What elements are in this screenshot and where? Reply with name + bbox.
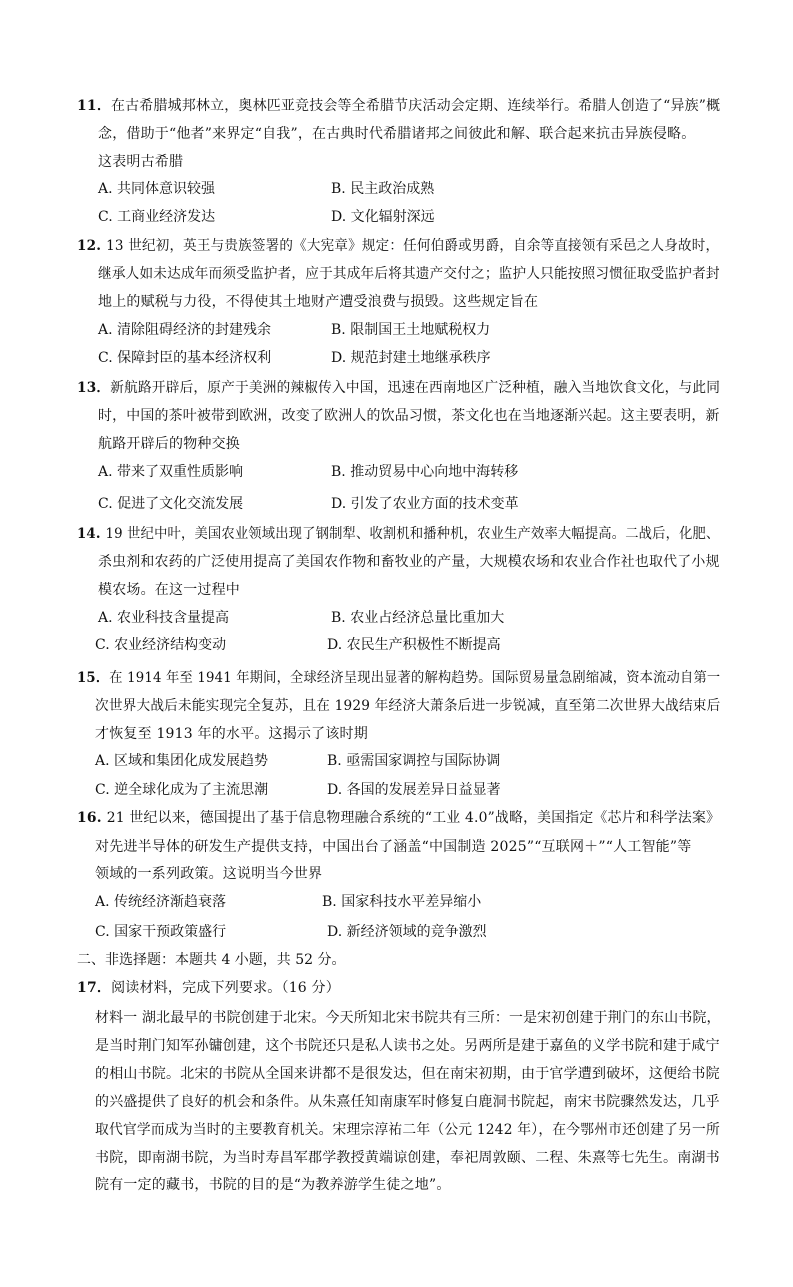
option-d[interactable]: D. 引发了农业方面的技术变革 [331,496,519,512]
material-line: 的兴盛提供了良好的机会和条件。从朱熹任知南康军时修复白鹿洞书院起，南宋书院骤然发达，几乎 [95,1094,720,1110]
option-d[interactable]: D. 各国的发展差异日益显著 [327,782,501,798]
question-text-line: 才恢复至 1913 年的水平。这揭示了该时期 [95,726,368,742]
option-a[interactable]: A. 农业科技含量提高 [98,610,230,626]
question-line-text: 13 世纪初，英王与贵族签署的《大宪章》规定：任何伯爵或男爵，自余等直接领有采邑之人身故时， [106,238,720,254]
option-c[interactable]: C. 保障封臣的基本经济权利 [98,350,272,366]
question-text-line: 念，借助于“他者”来界定“自我”，在古典时代希腊诸邦之间彼此和解、联合起来抗击异族侵略。 [98,126,696,142]
question-text-line [77,524,719,544]
question-text-line: 领域的一系列政策。这说明当今世界 [95,866,323,882]
question-line-text: 新航路开辟后，原产于美洲的辣椒传入中国，迅速在西南地区广泛种植，融入当地饮食文化，与此同 [110,380,721,396]
question-number: 12. [77,238,107,254]
option-c[interactable]: C. 国家干预政策盛行 [95,924,227,940]
question-text-line: 继承人如未达成年而须受监护者，应于其成年后将其遗产交付之；监护人只能按照习惯征取受监护者封 [98,266,720,282]
question-number: 13． [77,380,111,396]
question-text-line: 这表明古希腊 [98,154,184,170]
question-text-line [77,96,720,116]
option-b[interactable]: B. 农业占经济总量比重加大 [331,610,505,626]
question-text-line [77,236,719,256]
option-a[interactable]: A. 区域和集团化成发展趋势 [95,753,269,769]
question-number: 17． [77,980,112,996]
material-line: 的相山书院。北宋的书院从全国来讲都不是很发达，但在南宋初期，由于官学遭到破坏，这便给书院 [95,1066,720,1082]
material-line: 材料一 湖北最早的书院创建于北宋。今天所知北宋书院共有三所：一是宋初创建于荆门的东山书院， [95,1010,721,1026]
material-line: 院有一定的藏书，书院的目的是“为教养游学生徒之地”。 [95,1177,451,1193]
question-text-line: 地上的赋税与力役，不得使其土地财产遭受浪费与损毁。这些规定旨在 [98,294,539,310]
option-a[interactable]: A. 清除阻碍经济的封建残余 [98,322,272,338]
option-c[interactable]: C. 逆全球化成为了主流思潮 [95,782,269,798]
option-b[interactable]: B. 限制国王土地赋税权力 [331,322,491,338]
question-number: 11． [77,98,111,114]
option-a[interactable]: A. 共同体意识较强 [98,181,216,197]
question-text-line [77,668,720,688]
question-line-text: 在 1914 年至 1941 年期间，全球经济呈现出显著的解构趋势。国际贸易量急剧缩减，资本流动自第一 [109,670,721,686]
option-b[interactable]: B. 推动贸易中心向地中海转移 [331,464,519,480]
material-line: 书院，即南湖书院，为当时寿昌军郡学教授黄端谅创建，奉祀周敦颐、二程、朱熹等七先生。南湖书 [95,1150,720,1166]
option-b[interactable]: B. 亟需国家调控与国际协调 [327,753,501,769]
option-a[interactable]: A. 传统经济渐趋衰落 [95,894,227,910]
question-text-line [77,978,340,998]
question-number: 15． [77,670,110,686]
question-number: 16. [77,810,107,826]
question-text-line [77,378,720,398]
option-d[interactable]: D. 新经济领域的竞争激烈 [327,924,487,940]
question-line-text: 21 世纪以来，德国提出了基于信息物理融合系统的“工业 4.0”战略，美国指定《芯片和科学法案》 [106,810,721,826]
question-prompt: 阅读材料，完成下列要求。（16 分） [111,980,340,996]
option-d[interactable]: D. 规范封建土地继承秩序 [331,350,491,366]
material-line: 取代官学而成为当时的主要教育机关。宋理宗淳祐二年（公元 1242 年），在今鄂州市还创建了另一所 [95,1122,720,1138]
option-d[interactable]: D. 文化辐射深远 [331,209,435,225]
section-header: 二、非选择题：本题共 4 小题，共 52 分。 [77,952,346,968]
option-c[interactable]: C. 工商业经济发达 [98,209,216,225]
option-d[interactable]: D. 农民生产积极性不断提高 [327,637,501,653]
material-line: 是当时荆门知军孙镛创建，这个书院还只是私人读书之处。另两所是建于嘉鱼的义学书院和建于咸宁 [95,1038,720,1054]
question-text-line: 模农场。在这一过程中 [98,582,240,598]
question-text-line: 航路开辟后的物种交换 [98,436,240,452]
option-c[interactable]: C. 农业经济结构变动 [95,637,227,653]
question-line-text: 19 世纪中叶，美国农业领域出现了钢制犁、收割机和播种机，农业生产效率大幅提高。二战后，化肥、 [105,526,720,542]
option-c[interactable]: C. 促进了文化交流发展 [98,496,244,512]
question-text-line: 杀虫剂和农药的广泛使用提高了美国农作物和畜牧业的产量，大规模农场和农业合作社也取代了小规 [98,554,720,570]
option-b[interactable]: B. 民主政治成熟 [331,181,435,197]
option-a[interactable]: A. 带来了双重性质影响 [98,464,244,480]
question-number: 14. [77,526,106,542]
option-b[interactable]: B. 国家科技水平差异缩小 [322,894,482,910]
question-line-text: 在古希腊城邦林立，奥林匹亚竞技会等全希腊节庆活动会定期、连续举行。希腊人创造了“异族”概 [110,98,721,114]
question-text-line [77,808,720,828]
question-text-line: 次世界大战后未能实现完全复苏，且在 1929 年经济大萧条后进一步锐减，直至第二次世界大战结束后 [95,698,721,714]
question-text-line: 时，中国的茶叶被带到欧洲，改变了欧洲人的饮品习惯，茶文化也在当地逐渐兴起。这主要表明，新 [98,408,720,424]
question-text-line: 对先进半导体的研发生产提供支持，中国出台了涵盖“中国制造 2025”“互联网＋”“人工智能”等 [95,839,692,855]
